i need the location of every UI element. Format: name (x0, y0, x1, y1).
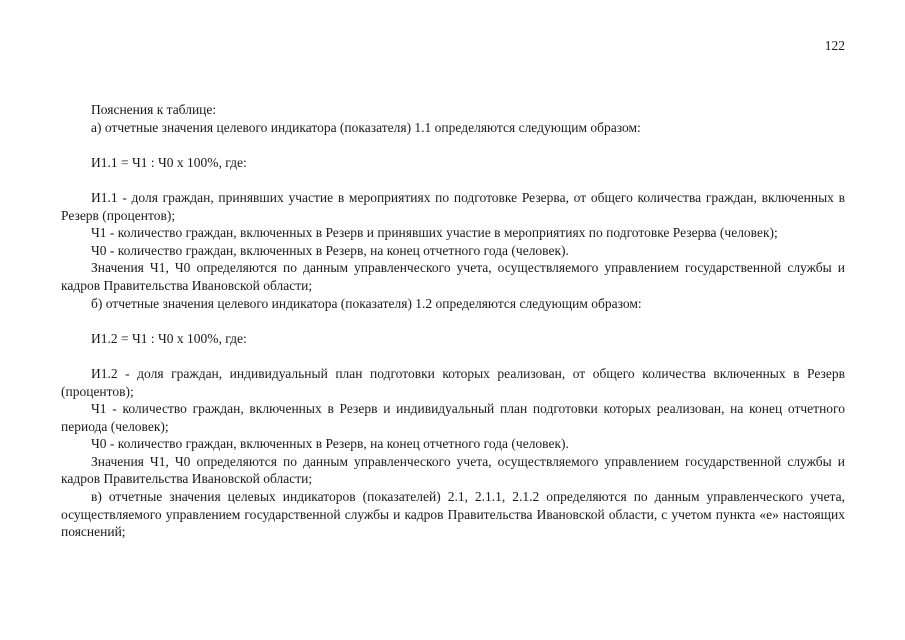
formula-1-1: И1.1 = Ч1 : Ч0 х 100%, где: (91, 154, 247, 170)
definition-ch0-a: Ч0 - количество граждан, включенных в Резерв, на конец отчетного года (человек). (91, 242, 569, 258)
definition-ch1-b: Ч1 - количество граждан, включенных в Резерв и индивидуальный план подготовки которых реализован, на конец отчетного периода (человек); (61, 401, 845, 434)
paragraph-item-a: а) отчетные значения целевого индикатора (показателя) 1.1 определяются следующим образом: (91, 119, 641, 135)
document-body (61, 101, 845, 541)
definition-ch0-b: Ч0 - количество граждан, включенных в Резерв, на конец отчетного года (человек). (91, 436, 569, 452)
notes-heading: Пояснения к таблице: (91, 102, 217, 117)
values-source-a: Значения Ч1, Ч0 определяются по данным управленческого учета, осуществляемого управлением государственной службы и кадров Правительства Ивановской области; (61, 260, 845, 293)
definition-i1-1: И1.1 - доля граждан, принявших участие в мероприятиях по подготовке Резерва, от общего количества граждан, включенных в Резерв (процентов); (61, 189, 845, 223)
paragraph-item-b: б) отчетные значения целевого индикатора (показателя) 1.2 определяются следующим образом: (91, 295, 642, 311)
paragraph-item-v: в) отчетные значения целевых индикаторов (показателей) 2.1, 2.1.1, 2.1.2 определяются по данным управленческого учета, осуществляемого управлением государственной службы и кадров Правительства Ивановской области, с учетом пункта «е» настоящих пояснений; (61, 489, 845, 540)
values-source-b: Значения Ч1, Ч0 определяются по данным управленческого учета, осуществляемого управлением государственной службы и кадров Правительства Ивановской области; (61, 453, 845, 487)
page-number: 122 (824, 38, 845, 53)
definition-ch1-a: Ч1 - количество граждан, включенных в Резерв и принявших участие в мероприятиях по подготовке Резерва (человек); (91, 225, 778, 241)
formula-1-2: И1.2 = Ч1 : Ч0 х 100%, где: (91, 330, 247, 346)
definition-i1-2: И1.2 - доля граждан, индивидуальный план подготовки которых реализован, от общего количества включенных в Резерв (процентов); (61, 365, 845, 399)
